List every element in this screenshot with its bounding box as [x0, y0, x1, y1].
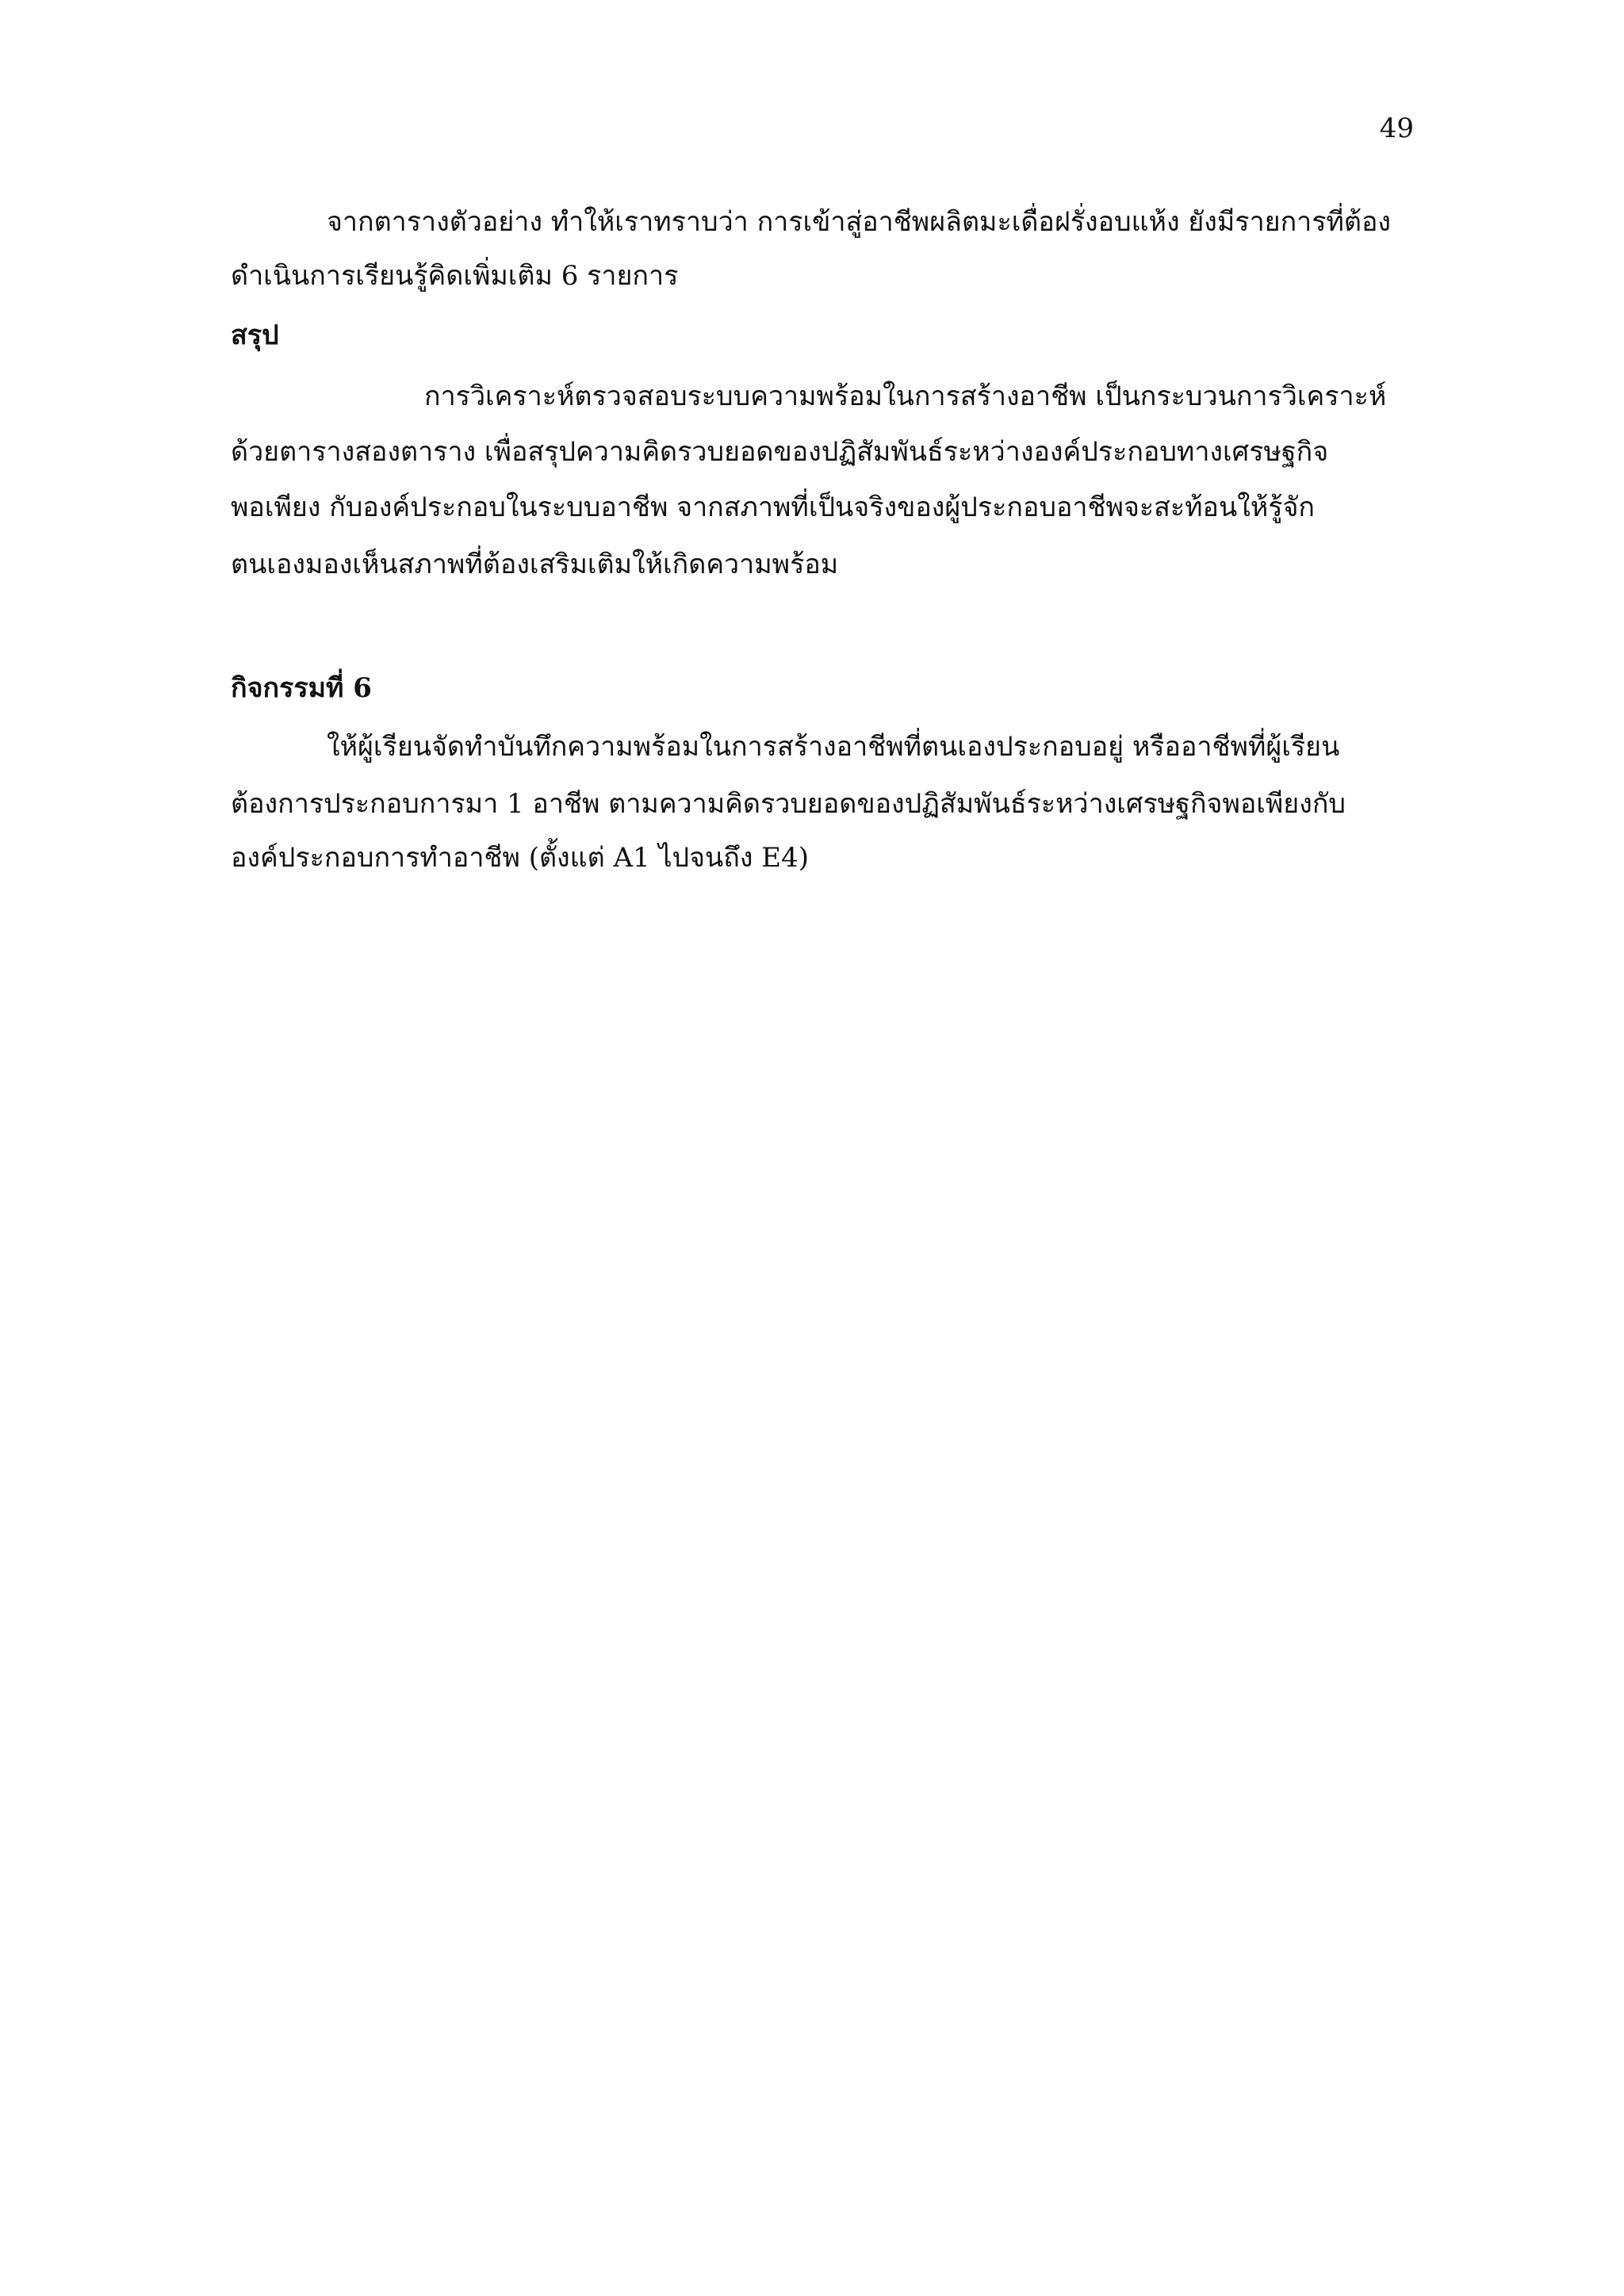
paragraph-line: จากตารางตัวอย่าง ทำให้เราทราบว่า การเข้าสู่อาชีพผลิตมะเดื่อฝรั่งอบแห้ง ยังมีรายการที่ต้อง: [327, 206, 1392, 238]
summary-line: การวิเคราะห์ตรวจสอบระบบความพร้อมในการสร้างอาชีพ เป็นกระบวนการวิเคราะห์: [424, 381, 1387, 412]
activity-heading: กิจกรรมที่ 6: [231, 672, 372, 704]
page-number: 49: [1379, 113, 1414, 144]
paragraph-line: ดำเนินการเรียนรู้คิดเพิ่มเติม 6 รายการ: [231, 260, 679, 292]
summary-line: ตนเองมองเห็นสภาพที่ต้องเสริมเติมให้เกิดความพร้อม: [231, 549, 839, 580]
activity-line: ให้ผู้เรียนจัดทำบันทึกความพร้อมในการสร้างอาชีพที่ตนเองประกอบอยู่ หรืออาชีพที่ผู้เรียน: [327, 731, 1340, 763]
summary-line: ด้วยตารางสองตาราง เพื่อสรุปความคิดรวบยอดของปฏิสัมพันธ์ระหว่างองค์ประกอบทางเศรษฐกิจ: [231, 436, 1329, 468]
summary-heading: สรุป: [231, 320, 279, 351]
summary-line: พอเพียง กับองค์ประกอบในระบบอาชีพ จากสภาพที่เป็นจริงของผู้ประกอบอาชีพจะสะท้อนให้รู้จัก: [231, 492, 1316, 523]
activity-line: องค์ประกอบการทำอาชีพ (ตั้งแต่ A1 ไปจนถึง E4): [231, 842, 810, 874]
activity-line: ต้องการประกอบการมา 1 อาชีพ ตามความคิดรวบยอดของปฏิสัมพันธ์ระหว่างเศรษฐกิจพอเพียงกับ: [231, 788, 1346, 820]
